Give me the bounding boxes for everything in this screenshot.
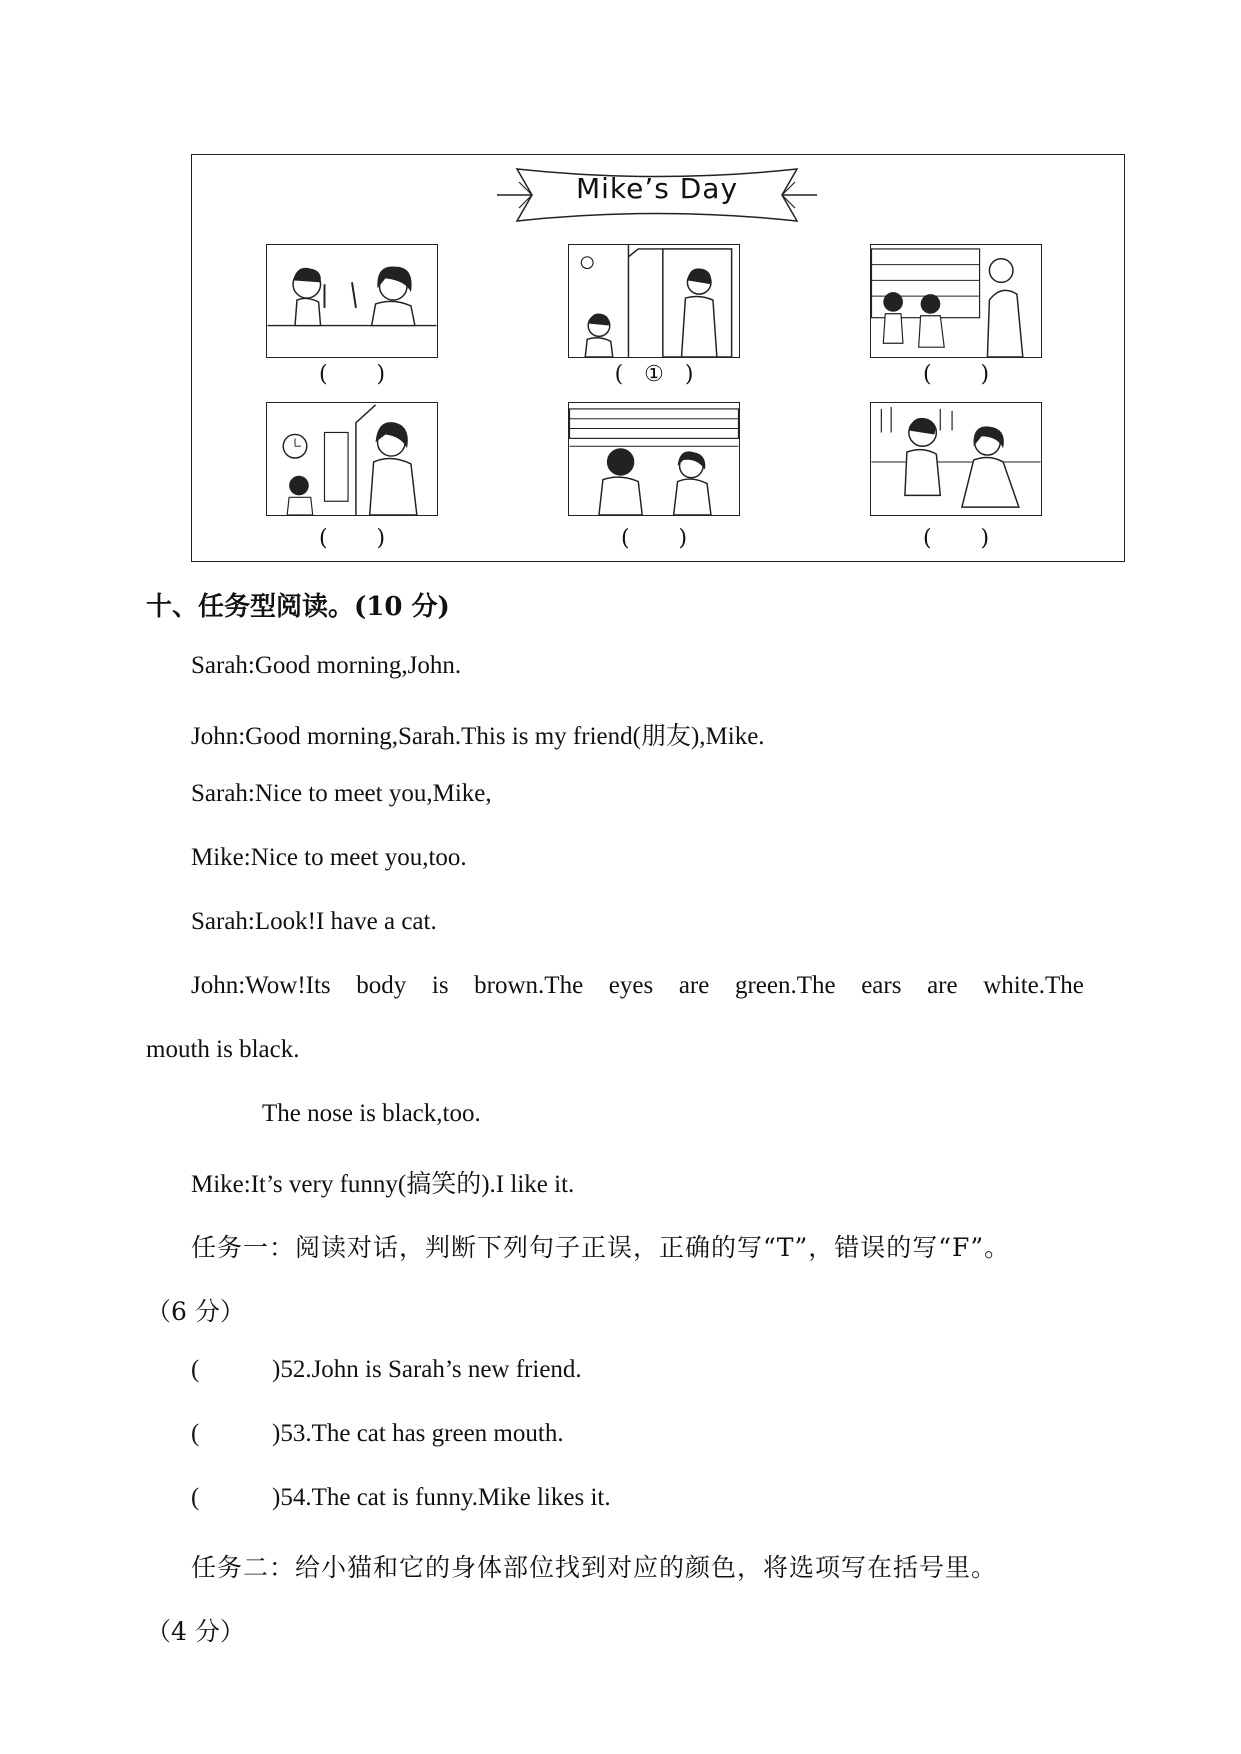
john-word: are	[678, 972, 710, 999]
john-word: brown.The	[474, 972, 584, 999]
picture-title: Mike’s Day	[575, 172, 739, 205]
dialogue-line-4: Mike:Nice to meet you,too.	[191, 844, 467, 871]
john-word: eyes	[608, 972, 654, 999]
john-word: green.The	[734, 972, 836, 999]
john-word: white.The	[983, 972, 1084, 999]
task2-score: （4 分）	[146, 1617, 245, 1646]
panel-3-answer: ( )	[922, 362, 990, 387]
task1-item-54-paren: (	[191, 1484, 200, 1511]
panel-boy-greeting-teacher	[266, 402, 438, 516]
panel-5-answer: ( )	[620, 526, 688, 551]
john-dialogue-nose: The nose is black,too.	[262, 1100, 481, 1127]
panel-kids-at-school-gate	[568, 402, 740, 516]
mike-dialogue-line: Mike:It’s very funny(搞笑的).I like it.	[191, 1171, 575, 1198]
dialogue-line-5: Sarah:Look!I have a cat.	[191, 908, 437, 935]
task1-score: （6 分）	[146, 1297, 245, 1326]
panel-2-answer: ( ① )	[614, 362, 694, 387]
john-word: is	[431, 972, 449, 999]
john-word: body	[356, 972, 407, 999]
panel-boy-and-girl-shaking-hands	[870, 402, 1042, 516]
section-heading: 十、任务型阅读。(10 分)	[146, 592, 450, 622]
task1-item-53: )53.The cat has green mouth.	[272, 1420, 564, 1447]
task1-item-53-paren: (	[191, 1420, 200, 1447]
task2-instruction: 任务二：给小猫和它的身体部位找到对应的颜色，将选项写在括号里。	[191, 1553, 998, 1582]
dialogue-line-1: Sarah:Good morning,John.	[191, 652, 462, 679]
task1-item-52: )52.John is Sarah’s new friend.	[272, 1356, 582, 1383]
panel-1-answer: ( )	[318, 362, 386, 387]
panel-4-answer: ( )	[318, 526, 386, 551]
dialogue-line-2: John:Good morning,Sarah.This is my friend(朋友),Mike.	[191, 723, 765, 750]
panel-teacher-greeting-kids	[870, 244, 1042, 358]
panel-6-answer: ( )	[922, 526, 990, 551]
panel-two-kids-with-pencils	[266, 244, 438, 358]
john-word: John:Wow!Its	[191, 972, 331, 999]
john-word: are	[927, 972, 958, 999]
task1-item-52-paren: (	[191, 1356, 200, 1383]
john-word: ears	[861, 972, 902, 999]
task1-instruction: 任务一：阅读对话，判断下列句子正误，正确的写“T”，错误的写“F”。	[191, 1233, 1011, 1262]
dialogue-line-3: Sarah:Nice to meet you,Mike,	[191, 780, 492, 807]
panel-boy-waving-to-mother	[568, 244, 740, 358]
task1-item-54: )54.The cat is funny.Mike likes it.	[272, 1484, 611, 1511]
john-dialogue-line	[191, 972, 1084, 1000]
john-dialogue-continuation: mouth is black.	[146, 1036, 300, 1063]
